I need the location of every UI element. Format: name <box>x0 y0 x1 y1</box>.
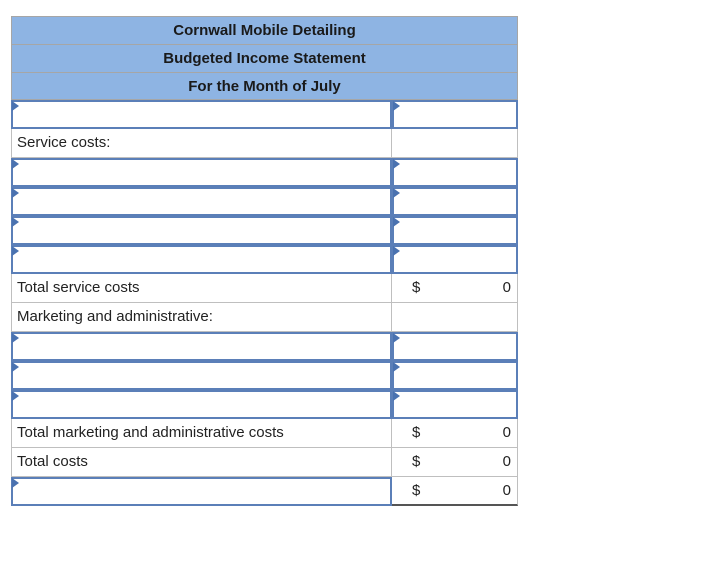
dollar-sign: $ <box>412 482 421 499</box>
table-row <box>11 477 518 506</box>
table-row <box>11 390 518 419</box>
table-row <box>11 129 518 158</box>
revenue-label-input[interactable] <box>11 100 392 129</box>
table-row <box>11 187 518 216</box>
service-cost-amount-input-2[interactable] <box>392 187 518 216</box>
table-row <box>11 100 518 129</box>
income-statement-table <box>11 16 518 506</box>
mkt-admin-label-input-1[interactable] <box>11 332 392 361</box>
mkt-admin-label-input-3[interactable] <box>11 390 392 419</box>
total-service-costs-cell <box>392 274 518 303</box>
service-cost-amount-input-1[interactable] <box>392 158 518 187</box>
net-income-value: 0 <box>502 482 511 499</box>
revenue-amount-input[interactable] <box>392 100 518 129</box>
service-cost-label-input-4[interactable] <box>11 245 392 274</box>
mkt-admin-amount-input-2[interactable] <box>392 361 518 390</box>
table-row <box>11 332 518 361</box>
total-service-costs-label: Total service costs <box>11 274 392 303</box>
total-costs-value: 0 <box>502 453 511 470</box>
mkt-admin-amount-input-3[interactable] <box>392 390 518 419</box>
dollar-sign: $ <box>412 424 421 441</box>
service-cost-amount-input-3[interactable] <box>392 216 518 245</box>
dollar-sign: $ <box>412 279 421 296</box>
table-row <box>11 303 518 332</box>
total-costs-cell <box>392 448 518 477</box>
total-mkt-admin-label: Total marketing and administrative costs <box>11 419 392 448</box>
dollar-sign: $ <box>412 453 421 470</box>
statement-period: For the Month of July <box>11 72 518 100</box>
marketing-admin-label: Marketing and administrative: <box>11 303 392 332</box>
total-mkt-admin-cell <box>392 419 518 448</box>
empty-cell <box>392 303 518 332</box>
table-row <box>11 245 518 274</box>
net-income-label-input[interactable] <box>11 477 392 506</box>
table-row <box>11 274 518 303</box>
empty-cell <box>392 129 518 158</box>
mkt-admin-amount-input-1[interactable] <box>392 332 518 361</box>
table-row <box>11 448 518 477</box>
total-mkt-admin-value: 0 <box>502 424 511 441</box>
table-row <box>11 419 518 448</box>
net-income-cell <box>392 477 518 506</box>
service-cost-label-input-3[interactable] <box>11 216 392 245</box>
service-cost-amount-input-4[interactable] <box>392 245 518 274</box>
service-cost-label-input-2[interactable] <box>11 187 392 216</box>
service-costs-label: Service costs: <box>11 129 392 158</box>
mkt-admin-label-input-2[interactable] <box>11 361 392 390</box>
service-cost-label-input-1[interactable] <box>11 158 392 187</box>
table-row <box>11 216 518 245</box>
table-row <box>11 361 518 390</box>
statement-title: Budgeted Income Statement <box>11 44 518 72</box>
table-row <box>11 158 518 187</box>
total-costs-label: Total costs <box>11 448 392 477</box>
total-service-costs-value: 0 <box>502 279 511 296</box>
company-name: Cornwall Mobile Detailing <box>11 16 518 44</box>
